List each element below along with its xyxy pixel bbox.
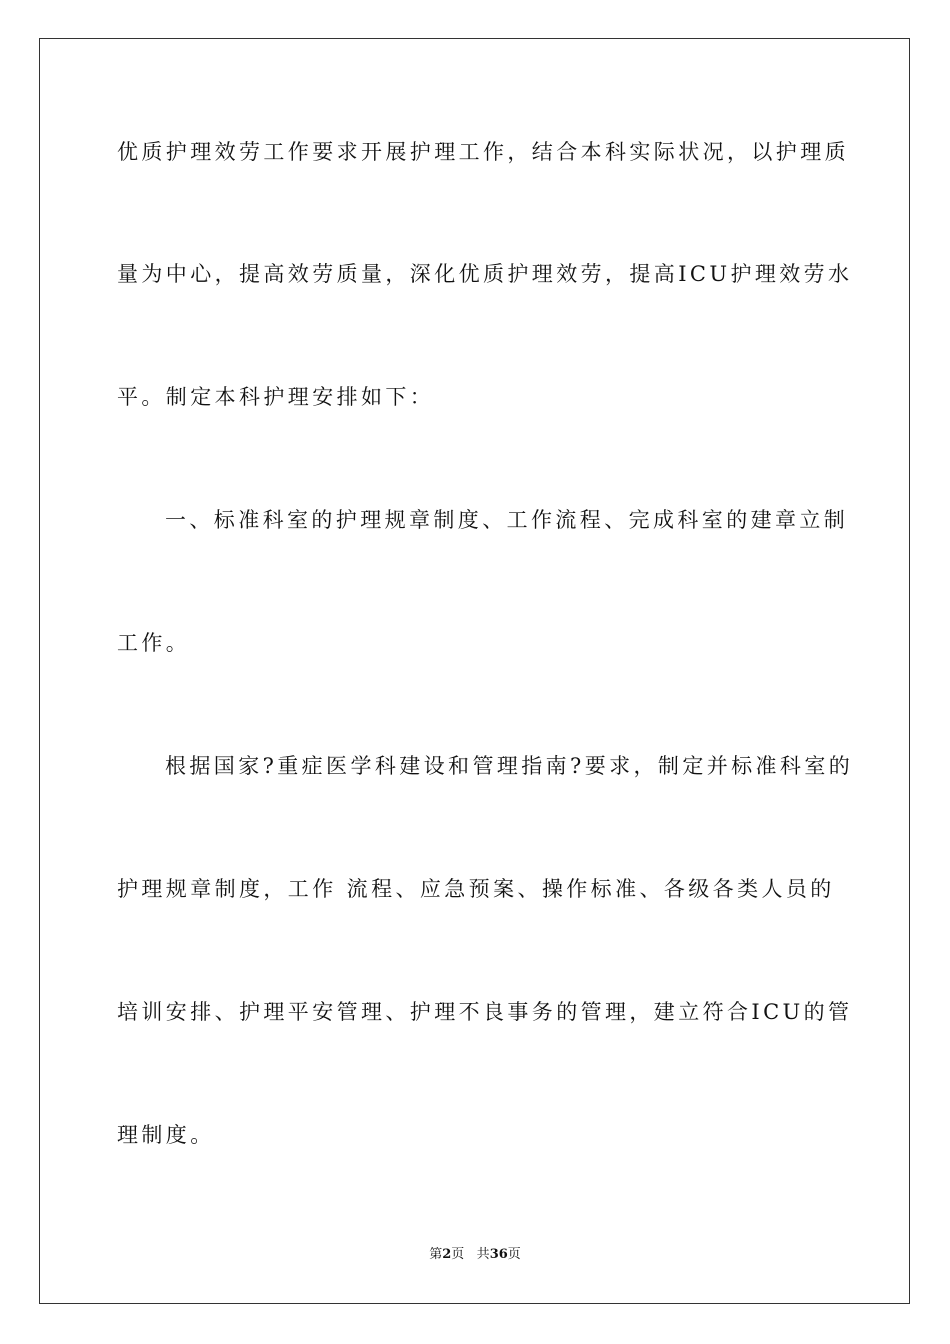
paragraph-line-9: 理制度。	[117, 1123, 215, 1147]
paragraph-line-2: 量为中心，提高效劳质量，深化优质护理效劳，提高ICU护理效劳水	[117, 262, 853, 286]
footer-total-pages: 36	[489, 1247, 508, 1262]
footer-page-number: 2	[442, 1247, 452, 1262]
paragraph-line-3: 平。制定本科护理安排如下：	[117, 385, 435, 409]
paragraph-line-1: 优质护理效劳工作要求开展护理工作，结合本科实际状况，以护理质	[117, 140, 849, 164]
footer-page-prefix: 第	[429, 1247, 443, 1262]
paragraph-line-8: 培训安排、护理平安管理、护理不良事务的管理，建立符合ICU的管	[117, 1000, 853, 1024]
page-frame	[39, 38, 910, 1304]
footer-total-prefix: 共	[476, 1247, 490, 1262]
footer-total-suffix: 页	[507, 1247, 521, 1262]
paragraph-line-7: 护理规章制度，工作 流程、应急预案、操作标准、各级各类人员的	[117, 877, 835, 901]
paragraph-line-6: 根据国家?重症医学科建设和管理指南?要求，制定并标准科室的	[165, 754, 854, 778]
page-footer	[0, 1246, 950, 1264]
section-heading-line-1: 一、标准科室的护理规章制度、工作流程、完成科室的建章立制	[165, 508, 849, 532]
section-heading-line-2: 工作。	[117, 631, 191, 655]
footer-page-suffix: 页	[451, 1247, 465, 1262]
